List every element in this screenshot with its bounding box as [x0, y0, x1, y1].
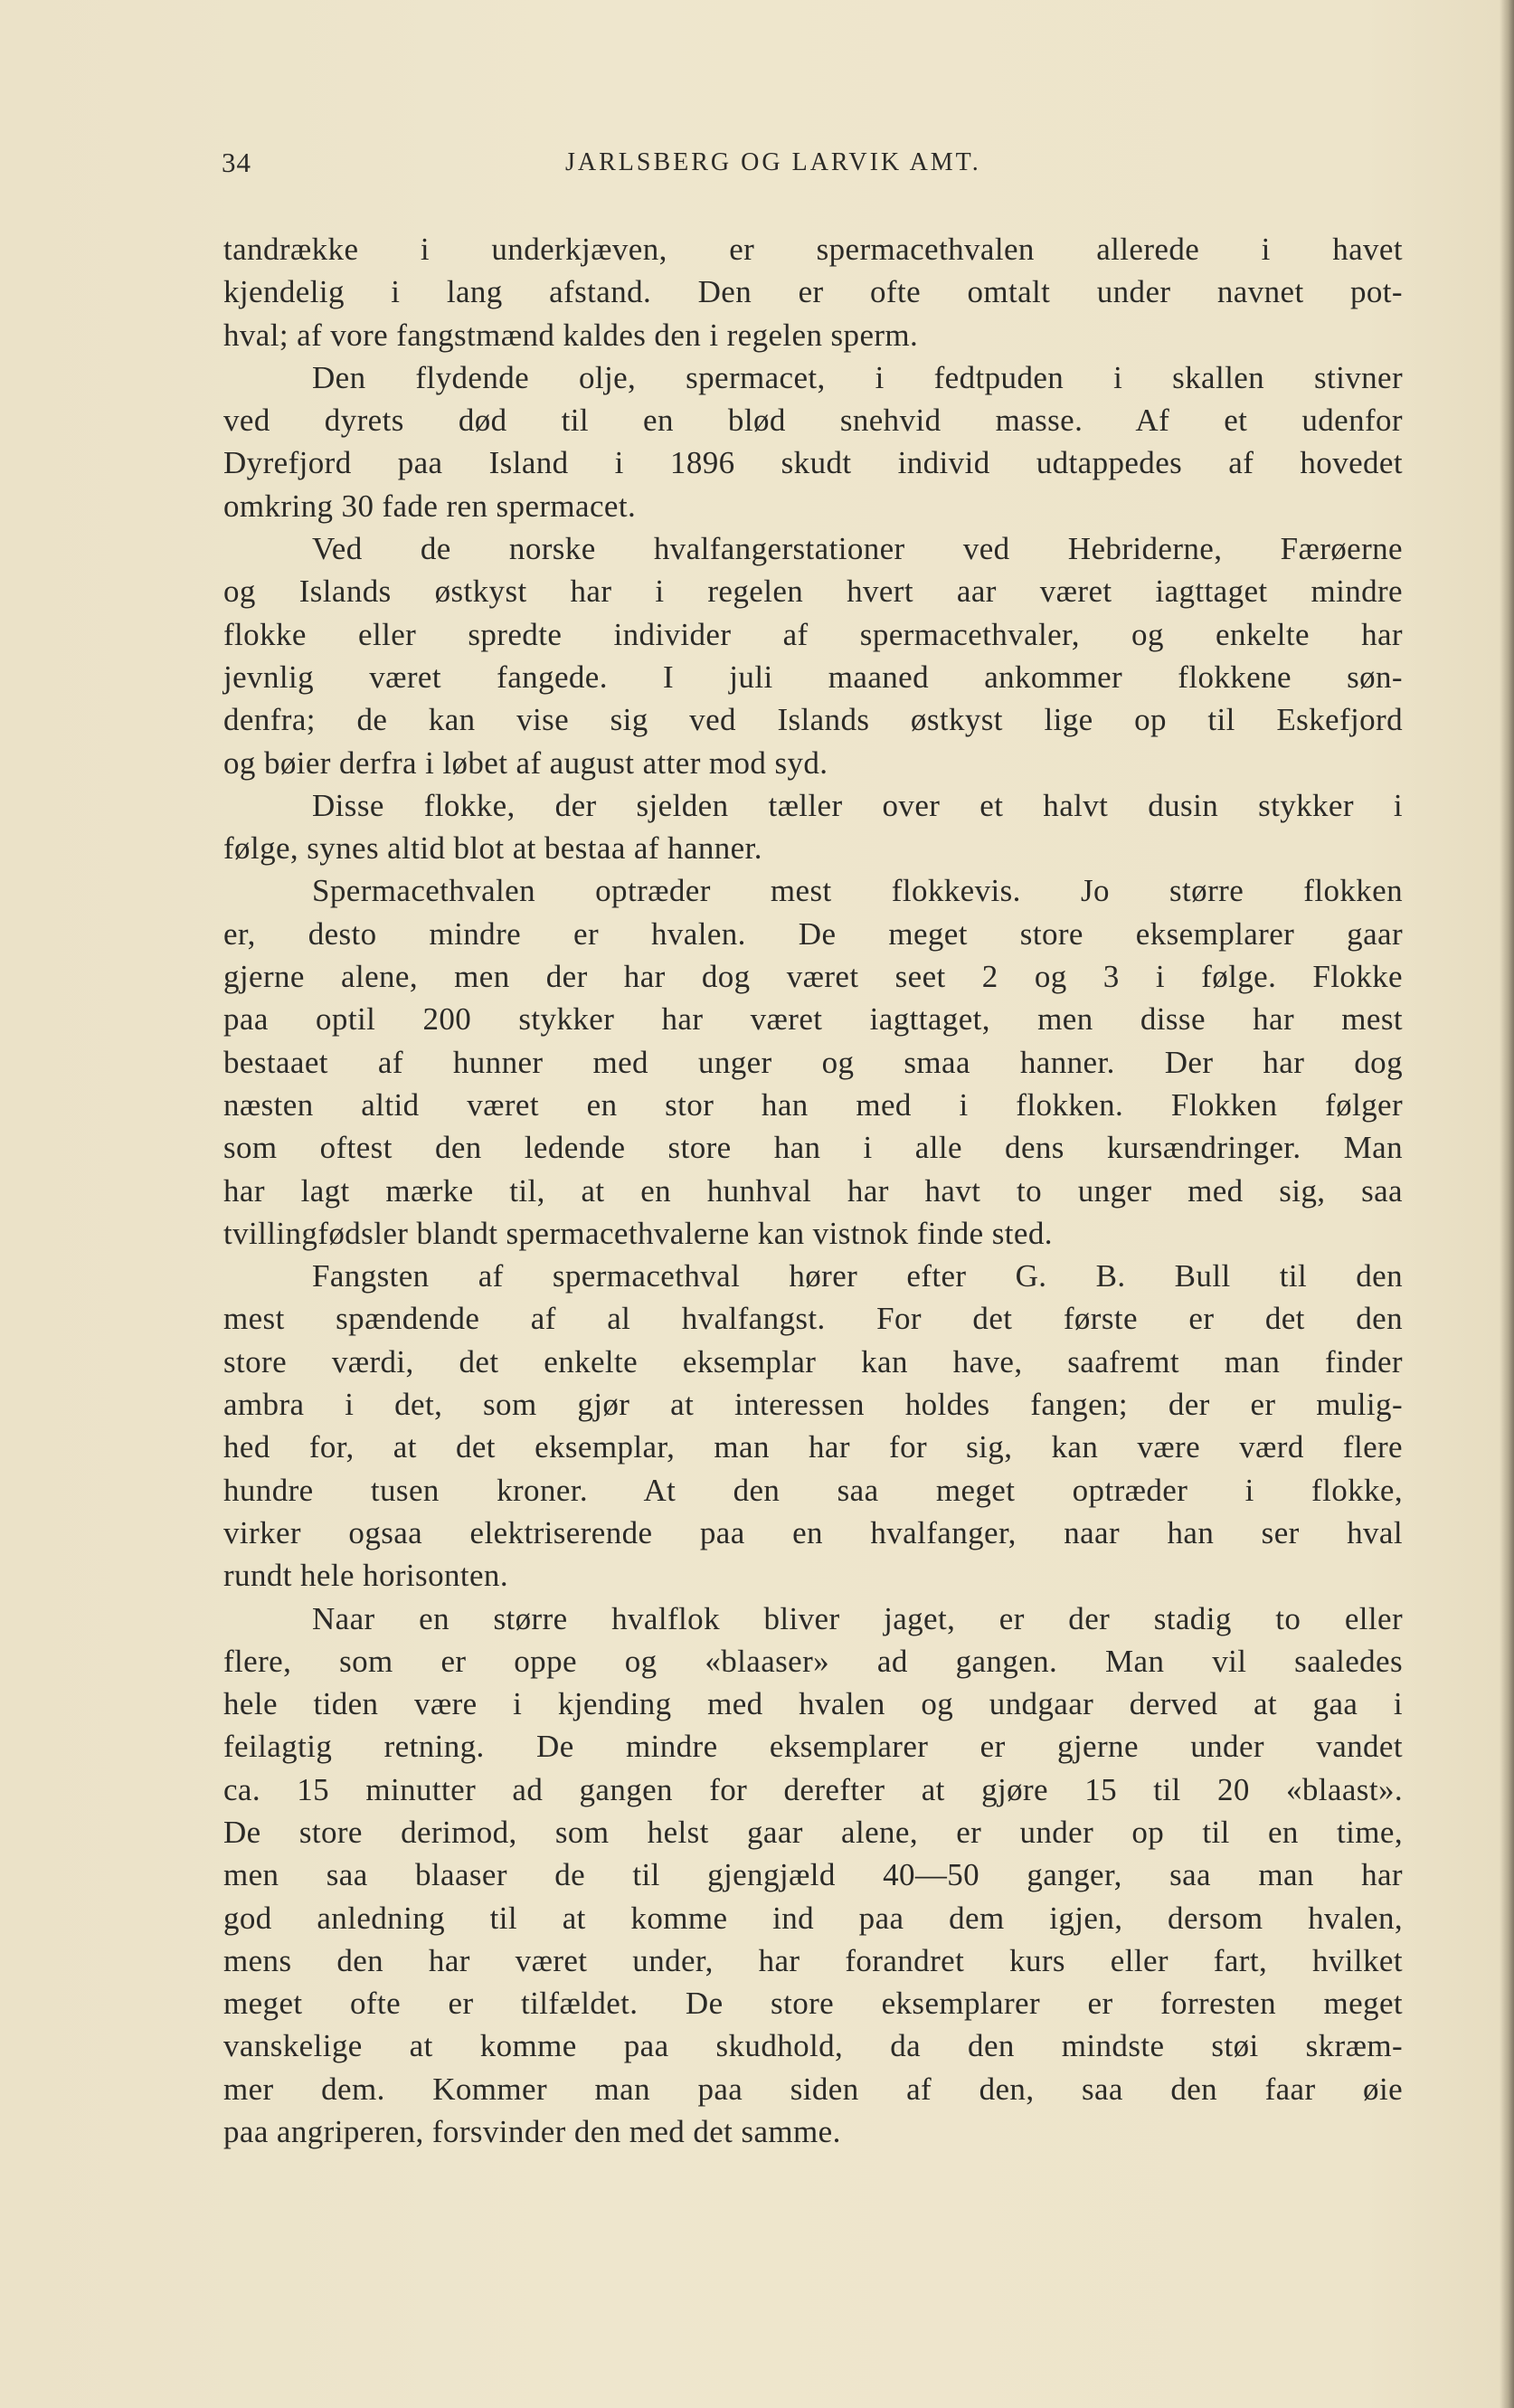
text-line: og Islands østkyst har i regelen hvert aar været iagttaget mindre [223, 574, 1403, 610]
body-text [223, 228, 1403, 2153]
text-line: hed for, at det eksemplar, man har for sig, kan være værd flere [223, 1429, 1403, 1465]
text-line: men saa blaaser de til gjengjæld 40—50 ganger, saa man har [223, 1857, 1403, 1893]
text-line: Fangsten af spermacethval hører efter G. B. Bull til den [312, 1258, 1403, 1294]
text-line: bestaaet af hunner med unger og smaa hanner. Der har dog [223, 1044, 1403, 1080]
text-line: tvillingfødsler blandt spermacethvalerne kan vistnok finde sted. [223, 1215, 1053, 1251]
text-line: hval; af vore fangstmænd kaldes den i regelen sperm. [223, 317, 919, 353]
text-line: vanskelige at komme paa skudhold, da den mindste støi skræm- [223, 2028, 1403, 2064]
text-line: Naar en større hvalflok bliver jaget, er der stadig to eller [312, 1600, 1403, 1636]
text-line: næsten altid været en stor han med i flokken. Flokken følger [223, 1086, 1403, 1123]
text-line: og bøier derfra i løbet af august atter mod syd. [223, 744, 828, 781]
text-line: jevnlig været fangede. I juli maaned ankommer flokkene søn- [223, 659, 1403, 695]
text-line: Spermacethvalen optræder mest flokkevis. Jo større flokken [312, 873, 1403, 909]
page-number: 34 [222, 147, 251, 178]
text-line: ca. 15 minutter ad gangen for derefter at gjøre 15 til 20 «blaast». [223, 1771, 1403, 1807]
text-line: god anledning til at komme ind paa dem igjen, dersom hvalen, [223, 1900, 1403, 1936]
text-line: store værdi, det enkelte eksemplar kan have, saafremt man finder [223, 1343, 1403, 1379]
text-line: denfra; de kan vise sig ved Islands østkyst lige op til Eskefjord [223, 702, 1403, 738]
text-line: som oftest den ledende store han i alle dens kursændringer. Man [223, 1130, 1403, 1166]
text-line: omkring 30 fade ren spermacet. [223, 488, 637, 524]
text-line: rundt hele horisonten. [223, 1558, 508, 1594]
text-line: mer dem. Kommer man paa siden af den, saa den faar øie [223, 2071, 1403, 2107]
text-line: ved dyrets død til en blød snehvid masse. Af et udenfor [223, 403, 1403, 439]
text-line: mens den har været under, har forandret kurs eller fart, hvilket [223, 1942, 1403, 1978]
text-line: meget ofte er tilfældet. De store eksemplarer er forresten meget [223, 1986, 1403, 2022]
page-header [222, 147, 1406, 183]
text-line: har lagt mærke til, at en hunhval har havt to unger med sig, saa [223, 1172, 1403, 1209]
text-line: Dyrefjord paa Island i 1896 skudt individ udtappedes af hovedet [223, 445, 1403, 481]
text-line: Ved de norske hvalfangerstationer ved Hebriderne, Færøerne [312, 531, 1403, 567]
text-line: hele tiden være i kjending med hvalen og undgaar derved at gaa i [223, 1686, 1403, 1722]
text-line: hundre tusen kroner. At den saa meget optræder i flokke, [223, 1472, 1403, 1508]
text-line: ambra i det, som gjør at interessen holdes fangen; der er mulig- [223, 1387, 1403, 1423]
text-line: kjendelig i lang afstand. Den er ofte omtalt under navnet pot- [223, 274, 1403, 310]
text-line: følge, synes altid blot at bestaa af hanner. [223, 830, 762, 867]
text-line: paa angriperen, forsvinder den med det samme. [223, 2114, 841, 2150]
text-line: mest spændende af al hvalfangst. For det første er det den [223, 1301, 1403, 1337]
text-line: paa optil 200 stykker har været iagttaget, men disse har mest [223, 1001, 1403, 1038]
text-line: er, desto mindre er hvalen. De meget store eksemplarer gaar [223, 915, 1403, 952]
text-line: flokke eller spredte individer af spermacethvaler, og enkelte har [223, 616, 1403, 652]
page-edge-shadow [1500, 0, 1514, 2408]
text-line: virker ogsaa elektriserende paa en hvalfanger, naar han ser hval [223, 1514, 1403, 1550]
text-line: Disse flokke, der sjelden tæller over et halvt dusin stykker i [312, 787, 1403, 823]
text-line: feilagtig retning. De mindre eksemplarer er gjerne under vandet [223, 1729, 1403, 1765]
text-line: Den flydende olje, spermacet, i fedtpuden i skallen stivner [312, 359, 1403, 395]
running-title: JARLSBERG OG LARVIK AMT. [565, 148, 981, 176]
text-line: De store derimod, som helst gaar alene, er under op til en time, [223, 1814, 1403, 1850]
text-line: tandrække i underkjæven, er spermacethvalen allerede i havet [223, 232, 1403, 267]
text-line: gjerne alene, men der har dog været seet 2 og 3 i følge. Flokke [223, 959, 1403, 995]
text-line: flere, som er oppe og «blaaser» ad gangen. Man vil saaledes [223, 1643, 1403, 1679]
